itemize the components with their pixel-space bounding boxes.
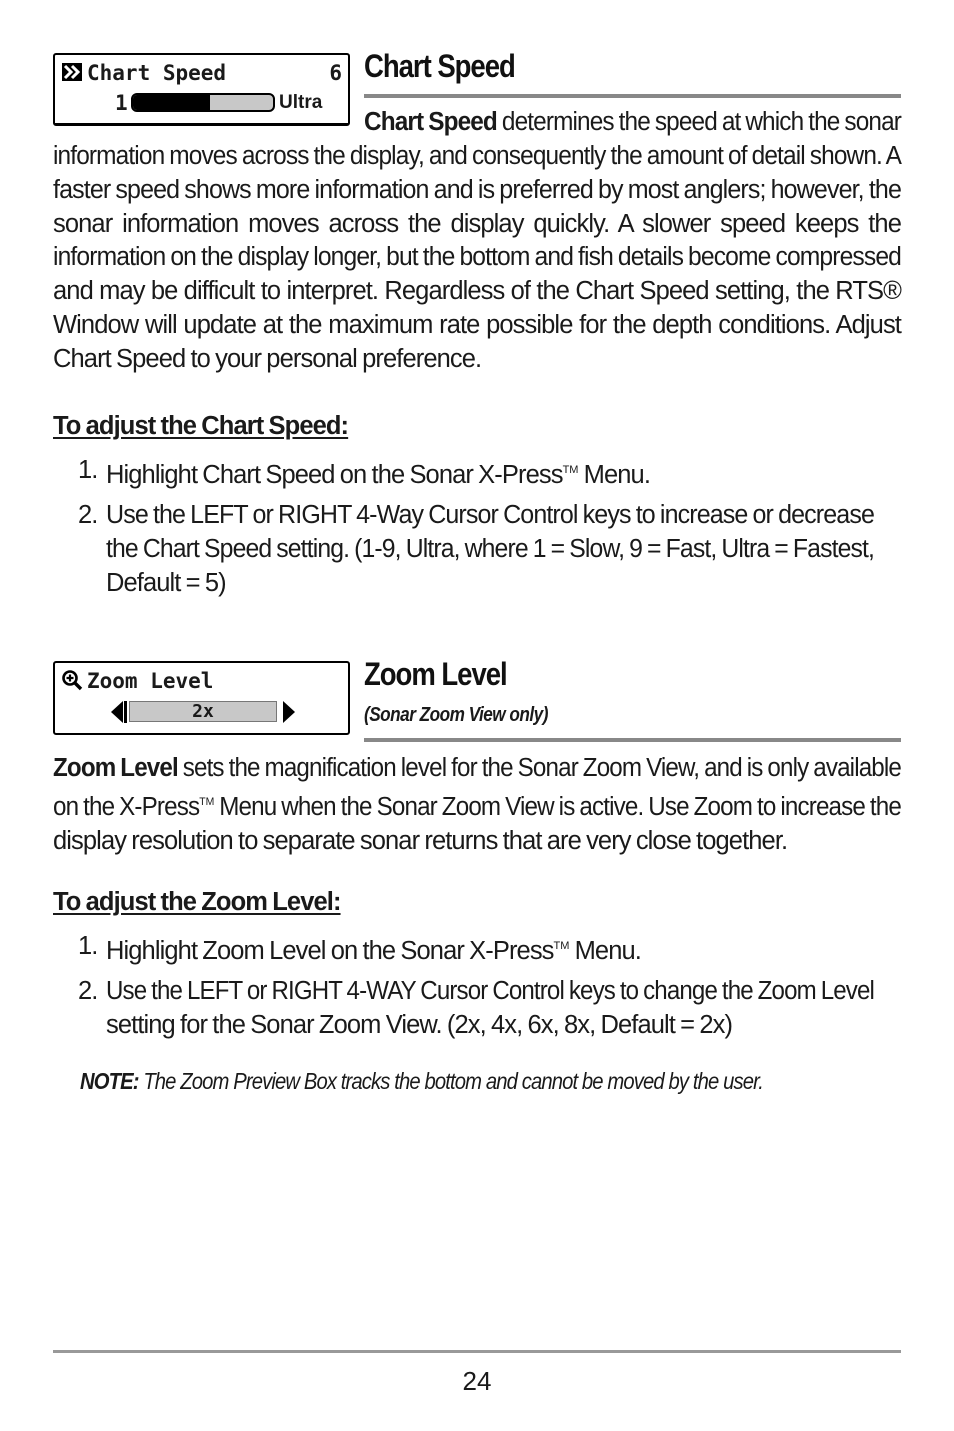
zoom-level-paragraph [53, 752, 901, 858]
trademark-mark: TM [562, 464, 579, 476]
chart-speed-heading: Chart Speed [364, 48, 515, 84]
zoom-widget-label: Zoom Level [87, 669, 214, 693]
chart-speed-para-line: and may be difficult to interpret. Regardless of the Chart Speed setting, the RTS® [53, 277, 901, 306]
zoom-level-para-line: display resolution to separate sonar returns that are very close together. [53, 826, 788, 855]
chart-speed-widget-label: Chart Speed [87, 61, 227, 85]
chart-speed-widget-value: 6 [329, 61, 342, 85]
zoom-note [80, 1068, 763, 1095]
left-arrow-icon [111, 701, 123, 723]
chart-speed-step2-line: Use the LEFT or RIGHT 4-Way Cursor Control keys to increase or decrease [106, 501, 874, 529]
chart-speed-step2-number: 2. [78, 501, 98, 529]
zoom-level-para-line: on the X-Press [53, 792, 200, 821]
chart-speed-step2 [106, 499, 874, 600]
zoom-level-procedure-title [53, 886, 341, 920]
zoom-level-para-line-end: Menu when the Sonar Zoom View is active. Use Zoom to increase the [214, 792, 902, 821]
chart-speed-slider-fill [133, 95, 210, 110]
right-arrow-icon [283, 701, 295, 723]
zoom-level-menu-widget [53, 661, 350, 735]
zoom-level-step2-line: Use the LEFT or RIGHT 4-WAY Cursor Control keys to change the Zoom Level [106, 977, 874, 1005]
page-number: 24 [462, 1366, 492, 1396]
chart-speed-para-line: Chart Speed to your personal preference. [53, 344, 482, 373]
chart-speed-step2-line: the Chart Speed setting. (1-9, Ultra, where 1 = Slow, 9 = Fast, Ultra = Fastest, [106, 534, 874, 563]
chart-speed-slider-track [131, 93, 275, 112]
chart-speed-step1 [106, 454, 650, 493]
zoom-level-term: Zoom Level [53, 754, 178, 782]
chart-speed-step1-number: 1. [78, 456, 98, 484]
zoom-level-step1-text: Highlight Zoom Level on the Sonar X-Press [106, 937, 554, 965]
chart-speed-para-line: faster speed shows more information and is preferred by most anglers; however, the [53, 175, 901, 204]
trademark-mark: TM [199, 795, 215, 808]
chart-speed-procedure-title-text: To adjust the Chart Speed: [53, 412, 349, 440]
chart-speed-para-line: Window will update at the maximum rate possible for the depth conditions. Adjust [53, 310, 901, 339]
chart-speed-icon [61, 61, 83, 83]
chart-speed-procedure-title [53, 410, 348, 444]
zoom-level-step2-number: 2. [78, 977, 98, 1005]
chart-speed-heading-rule [364, 94, 901, 98]
chart-speed-step1-text: Highlight Chart Speed on the Sonar X-Press [106, 461, 563, 489]
zoom-level-selector [55, 697, 348, 725]
chart-speed-slider-min: 1 [115, 91, 128, 115]
chart-speed-menu-widget [53, 53, 350, 126]
selector-left-edge [124, 701, 127, 723]
trademark-mark: TM [553, 940, 570, 952]
zoom-level-subtitle: (Sonar Zoom View only) [364, 704, 548, 726]
chart-speed-slider [55, 89, 348, 117]
zoom-level-heading-rule [364, 738, 901, 742]
zoom-widget-row [61, 666, 342, 696]
zoom-level-value: 2x [129, 701, 277, 722]
chart-speed-paragraph-line1 [364, 106, 901, 140]
zoom-level-step2-line: setting for the Sonar Zoom View. (2x, 4x, 6x, 8x, Default = 2x) [106, 1010, 733, 1039]
zoom-level-step2 [106, 975, 874, 1043]
chart-speed-para-line: information on the display longer, but the bottom and fish details become compressed [53, 243, 901, 272]
zoom-level-procedure-title-text: To adjust the Zoom Level: [53, 888, 341, 916]
chart-speed-para-line: determines the speed at which the sonar [496, 108, 901, 136]
chart-speed-slider-max: Ultra [279, 92, 323, 113]
note-label: NOTE: [80, 1068, 139, 1094]
zoom-level-step1-text-end: Menu. [569, 937, 641, 965]
chart-speed-term: Chart Speed [364, 108, 497, 136]
chart-speed-step1-text-end: Menu. [578, 461, 651, 489]
chart-speed-para-line: sonar information moves across the display quickly. A slower speed keeps the [53, 209, 901, 238]
chart-speed-step2-line: Default = 5) [106, 568, 226, 597]
chart-speed-widget-row [61, 58, 342, 88]
note-text: The Zoom Preview Box tracks the bottom and cannot be moved by the user. [138, 1068, 763, 1094]
chart-speed-para-line: information moves across the display, and consequently the amount of detail shown. A [53, 142, 901, 170]
chart-speed-paragraph [53, 140, 901, 377]
zoom-level-step1-number: 1. [78, 932, 98, 960]
footer-rule [53, 1350, 901, 1353]
magnifier-icon [61, 669, 83, 691]
zoom-level-step1 [106, 930, 641, 969]
zoom-level-heading: Zoom Level [364, 656, 507, 692]
zoom-level-para-line: sets the magnification level for the Sonar Zoom View, and is only available [177, 754, 901, 782]
